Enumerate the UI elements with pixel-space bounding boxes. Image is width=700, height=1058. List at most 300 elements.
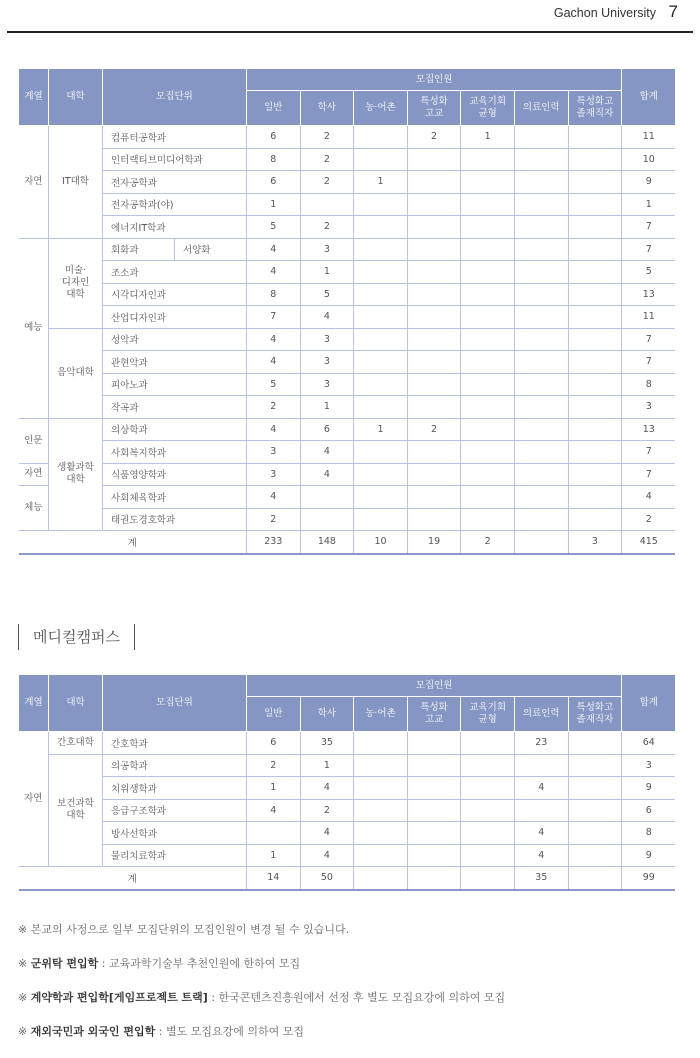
cell: 14 <box>247 867 301 890</box>
unit: 조소과 <box>103 261 247 284</box>
header-title: Gachon University <box>553 6 656 20</box>
cell: 1 <box>300 754 354 777</box>
reference-mark-icon: ※ <box>18 957 28 970</box>
cell <box>461 261 515 284</box>
table-row <box>19 328 676 351</box>
cell <box>407 822 461 845</box>
section-title-medical-campus: 메디컬캠퍼스 <box>18 624 135 650</box>
cell <box>354 777 408 800</box>
cell: 233 <box>247 531 301 554</box>
cell <box>514 171 568 194</box>
cell <box>568 799 622 822</box>
header-quota: 모집인원 <box>247 675 622 697</box>
header-sub: 일반 <box>247 697 301 732</box>
total-label: 계 <box>19 531 247 554</box>
cell: 1 <box>461 126 515 149</box>
table-row <box>19 822 676 845</box>
table-row <box>19 844 676 867</box>
cell <box>568 238 622 261</box>
cell <box>354 754 408 777</box>
note-title: 군위탁 편입학 <box>30 957 99 970</box>
header-college: 대학 <box>49 69 103 126</box>
cell: 4 <box>300 441 354 464</box>
cell <box>407 238 461 261</box>
notes <box>18 922 688 1058</box>
header-total: 합계 <box>622 675 676 732</box>
table-row <box>19 373 676 396</box>
cell: 1 <box>354 418 408 441</box>
cell <box>568 822 622 845</box>
cell: 2 <box>247 754 301 777</box>
college: IT대학 <box>49 126 103 239</box>
cell <box>354 238 408 261</box>
cell: 3 <box>300 373 354 396</box>
note-text: : 교육과학기술부 추천인원에 한하여 모집 <box>98 957 301 970</box>
cell <box>568 732 622 755</box>
unit: 피아노과 <box>103 373 247 396</box>
cell: 2 <box>300 216 354 239</box>
header-field: 계열 <box>19 69 49 126</box>
cell: 4 <box>514 822 568 845</box>
cell: 1 <box>247 193 301 216</box>
cell: 3 <box>247 463 301 486</box>
cell: 6 <box>247 732 301 755</box>
cell <box>354 351 408 374</box>
cell-total: 7 <box>622 328 676 351</box>
cell <box>461 216 515 239</box>
cell <box>354 216 408 239</box>
cell <box>568 306 622 329</box>
header-sub: 학사 <box>300 91 354 126</box>
header-sub: 교육기회 균형 <box>461 91 515 126</box>
reference-mark-icon: ※ <box>18 1025 28 1038</box>
note-item <box>18 990 688 1024</box>
cell <box>354 126 408 149</box>
cell: 4 <box>247 418 301 441</box>
cell <box>407 463 461 486</box>
cell <box>354 193 408 216</box>
quota-table-main <box>18 68 675 555</box>
note-text: : 한국콘텐츠진흥원에서 선정 후 별도 모집요강에 의하여 모집 <box>207 991 506 1004</box>
note-title: 계약학과 편입학[게임프로젝트 트랙] <box>30 991 208 1004</box>
unit: 방사선학과 <box>103 822 247 845</box>
cell <box>354 508 408 531</box>
cell: 19 <box>407 531 461 554</box>
cell: 2 <box>300 799 354 822</box>
cell <box>300 508 354 531</box>
cell: 7 <box>247 306 301 329</box>
cell: 4 <box>300 844 354 867</box>
unit: 작곡과 <box>103 396 247 419</box>
cell <box>407 508 461 531</box>
header-total: 합계 <box>622 69 676 126</box>
cell <box>354 396 408 419</box>
cell <box>354 732 408 755</box>
cell <box>354 441 408 464</box>
cell: 4 <box>514 844 568 867</box>
cell <box>514 351 568 374</box>
cell <box>354 867 408 890</box>
cell-total: 11 <box>622 126 676 149</box>
cell <box>568 193 622 216</box>
header-sub: 특성화고 졸재직자 <box>568 91 622 126</box>
unit: 관현악과 <box>103 351 247 374</box>
table-row <box>19 418 676 441</box>
cell: 10 <box>354 531 408 554</box>
cell <box>514 754 568 777</box>
cell-total: 3 <box>622 754 676 777</box>
field: 인문 <box>19 418 49 463</box>
cell <box>354 148 408 171</box>
cell: 3 <box>247 441 301 464</box>
header-sub: 농·어촌 <box>354 697 408 732</box>
cell-total: 13 <box>622 418 676 441</box>
cell <box>461 351 515 374</box>
cell <box>407 441 461 464</box>
cell <box>461 441 515 464</box>
cell-total: 7 <box>622 441 676 464</box>
header-sub: 특성화 고교 <box>407 91 461 126</box>
table-row <box>19 777 676 800</box>
cell <box>407 799 461 822</box>
cell <box>514 216 568 239</box>
cell <box>300 193 354 216</box>
cell <box>461 508 515 531</box>
cell: 4 <box>300 822 354 845</box>
cell: 6 <box>247 126 301 149</box>
total-row <box>19 531 676 554</box>
cell: 4 <box>514 777 568 800</box>
cell <box>514 261 568 284</box>
cell <box>461 732 515 755</box>
cell <box>354 844 408 867</box>
table-row <box>19 171 676 194</box>
cell <box>247 822 301 845</box>
cell <box>461 238 515 261</box>
unit: 치위생학과 <box>103 777 247 800</box>
cell <box>407 328 461 351</box>
unit: 식품영양학과 <box>103 463 247 486</box>
cell <box>568 351 622 374</box>
header-field: 계열 <box>19 675 49 732</box>
cell <box>514 441 568 464</box>
cell <box>461 283 515 306</box>
total-label: 계 <box>19 867 247 890</box>
table-row <box>19 261 676 284</box>
cell: 6 <box>247 171 301 194</box>
cell <box>568 373 622 396</box>
cell <box>568 754 622 777</box>
unit: 전자공학과 <box>103 171 247 194</box>
cell-total: 9 <box>622 171 676 194</box>
cell <box>354 306 408 329</box>
cell: 2 <box>300 126 354 149</box>
cell <box>407 754 461 777</box>
cell <box>514 531 568 554</box>
header-sub: 특성화 고교 <box>407 697 461 732</box>
cell <box>407 283 461 306</box>
header-sub: 특성화고 졸재직자 <box>568 697 622 732</box>
cell-total: 11 <box>622 306 676 329</box>
table-row <box>19 238 676 261</box>
cell <box>407 193 461 216</box>
cell <box>461 867 515 890</box>
cell <box>514 148 568 171</box>
cell-total: 9 <box>622 844 676 867</box>
header-sub: 의료인력 <box>514 91 568 126</box>
table-row <box>19 283 676 306</box>
cell <box>407 351 461 374</box>
cell-total: 13 <box>622 283 676 306</box>
cell <box>407 732 461 755</box>
cell: 4 <box>300 777 354 800</box>
cell <box>461 373 515 396</box>
table-row <box>19 441 676 464</box>
cell <box>461 396 515 419</box>
cell: 2 <box>300 171 354 194</box>
cell: 2 <box>247 396 301 419</box>
cell <box>407 148 461 171</box>
cell <box>407 396 461 419</box>
cell <box>514 486 568 509</box>
cell-total: 64 <box>622 732 676 755</box>
cell <box>514 126 568 149</box>
cell <box>407 261 461 284</box>
unit: 시각디자인과 <box>103 283 247 306</box>
cell <box>407 486 461 509</box>
cell: 8 <box>247 148 301 171</box>
cell: 1 <box>247 777 301 800</box>
cell-total: 415 <box>622 531 676 554</box>
cell <box>514 283 568 306</box>
cell <box>354 822 408 845</box>
cell <box>568 126 622 149</box>
cell <box>568 867 622 890</box>
unit: 간호학과 <box>103 732 247 755</box>
college: 간호대학 <box>49 732 103 755</box>
cell <box>461 463 515 486</box>
table-row <box>19 216 676 239</box>
note-text: : 별도 모집요강에 의하여 모집 <box>155 1025 304 1038</box>
college: 음악대학 <box>49 328 103 418</box>
cell <box>568 508 622 531</box>
cell <box>514 396 568 419</box>
cell-total: 7 <box>622 463 676 486</box>
cell-total: 99 <box>622 867 676 890</box>
cell: 3 <box>568 531 622 554</box>
unit: 산업디자인과 <box>103 306 247 329</box>
cell <box>514 193 568 216</box>
header-sub: 학사 <box>300 697 354 732</box>
reference-mark-icon: ※ <box>18 923 28 936</box>
cell <box>514 463 568 486</box>
cell: 1 <box>300 261 354 284</box>
table-row <box>19 306 676 329</box>
cell-total: 3 <box>622 396 676 419</box>
table-row <box>19 732 676 755</box>
cell <box>407 216 461 239</box>
header-sub: 농·어촌 <box>354 91 408 126</box>
note-text: 본교의 사정으로 일부 모집단위의 모집인원이 변경 될 수 있습니다. <box>30 923 350 936</box>
cell <box>514 508 568 531</box>
cell: 35 <box>300 732 354 755</box>
cell: 148 <box>300 531 354 554</box>
field: 체능 <box>19 486 49 531</box>
cell: 4 <box>300 463 354 486</box>
cell: 8 <box>247 283 301 306</box>
table-row <box>19 351 676 374</box>
cell <box>568 396 622 419</box>
cell <box>514 238 568 261</box>
unit: 물리치료학과 <box>103 844 247 867</box>
field: 자연 <box>19 463 49 486</box>
cell <box>568 486 622 509</box>
cell <box>461 306 515 329</box>
cell: 3 <box>300 351 354 374</box>
table-row <box>19 193 676 216</box>
cell <box>461 822 515 845</box>
page-header <box>0 0 700 34</box>
unit: 전자공학과(야) <box>103 193 247 216</box>
cell: 5 <box>300 283 354 306</box>
header-college: 대학 <box>49 675 103 732</box>
cell <box>568 216 622 239</box>
cell <box>407 373 461 396</box>
cell <box>514 328 568 351</box>
cell: 5 <box>247 373 301 396</box>
cell <box>461 844 515 867</box>
cell <box>461 193 515 216</box>
cell: 2 <box>247 508 301 531</box>
cell: 50 <box>300 867 354 890</box>
unit: 성악과 <box>103 328 247 351</box>
unit-sub: 서양화 <box>175 238 247 261</box>
cell-total: 7 <box>622 238 676 261</box>
cell: 4 <box>247 328 301 351</box>
cell: 1 <box>300 396 354 419</box>
cell: 6 <box>300 418 354 441</box>
cell <box>461 799 515 822</box>
cell: 2 <box>407 418 461 441</box>
cell: 5 <box>247 216 301 239</box>
cell <box>407 777 461 800</box>
cell <box>568 463 622 486</box>
cell <box>461 171 515 194</box>
cell <box>354 486 408 509</box>
unit: 사회체육학과 <box>103 486 247 509</box>
unit: 인터랙티브미디어학과 <box>103 148 247 171</box>
cell: 4 <box>247 261 301 284</box>
table-row <box>19 799 676 822</box>
cell <box>354 261 408 284</box>
note-item <box>18 922 688 956</box>
cell <box>568 171 622 194</box>
cell <box>568 328 622 351</box>
cell-total: 5 <box>622 261 676 284</box>
cell <box>461 418 515 441</box>
cell <box>354 373 408 396</box>
cell: 3 <box>300 328 354 351</box>
cell <box>461 754 515 777</box>
table-row <box>19 396 676 419</box>
unit: 의공학과 <box>103 754 247 777</box>
cell: 2 <box>300 148 354 171</box>
note-item <box>18 956 688 990</box>
note-title: 재외국민과 외국인 편입학 <box>30 1025 156 1038</box>
cell <box>568 777 622 800</box>
cell-total: 8 <box>622 822 676 845</box>
quota-table-medical <box>18 674 675 891</box>
header-divider <box>7 31 693 33</box>
unit: 회화과 <box>103 238 175 261</box>
unit: 응급구조학과 <box>103 799 247 822</box>
field: 자연 <box>19 732 49 867</box>
cell <box>514 306 568 329</box>
cell-total: 2 <box>622 508 676 531</box>
cell-total: 7 <box>622 351 676 374</box>
cell-total: 9 <box>622 777 676 800</box>
header-sub: 일반 <box>247 91 301 126</box>
cell: 4 <box>247 351 301 374</box>
cell <box>354 463 408 486</box>
cell: 23 <box>514 732 568 755</box>
cell: 1 <box>354 171 408 194</box>
cell: 4 <box>247 486 301 509</box>
college: 생활과학 대학 <box>49 418 103 531</box>
table-row <box>19 754 676 777</box>
note-item <box>18 1024 688 1058</box>
cell <box>354 283 408 306</box>
field: 자연 <box>19 126 49 239</box>
header-unit: 모집단위 <box>103 675 247 732</box>
cell-total: 7 <box>622 216 676 239</box>
cell <box>407 171 461 194</box>
cell <box>568 418 622 441</box>
cell <box>568 283 622 306</box>
cell <box>407 306 461 329</box>
table-row <box>19 148 676 171</box>
cell-total: 1 <box>622 193 676 216</box>
table-row <box>19 463 676 486</box>
cell: 4 <box>247 799 301 822</box>
cell <box>461 777 515 800</box>
cell-total: 8 <box>622 373 676 396</box>
cell <box>461 486 515 509</box>
cell: 2 <box>461 531 515 554</box>
table-row <box>19 486 676 509</box>
table-row <box>19 508 676 531</box>
cell <box>407 867 461 890</box>
unit: 에너지IT학과 <box>103 216 247 239</box>
page-number: 7 <box>668 2 678 21</box>
cell <box>568 844 622 867</box>
college: 미술· 디자인 대학 <box>49 238 103 328</box>
unit: 태권도경호학과 <box>103 508 247 531</box>
cell <box>354 799 408 822</box>
unit: 의상학과 <box>103 418 247 441</box>
total-row <box>19 867 676 890</box>
header-sub: 교육기회 균형 <box>461 697 515 732</box>
cell: 4 <box>247 238 301 261</box>
table-row <box>19 126 676 149</box>
cell: 1 <box>247 844 301 867</box>
field: 예능 <box>19 238 49 418</box>
cell <box>300 486 354 509</box>
cell <box>568 261 622 284</box>
cell: 2 <box>407 126 461 149</box>
cell <box>407 844 461 867</box>
cell-total: 6 <box>622 799 676 822</box>
